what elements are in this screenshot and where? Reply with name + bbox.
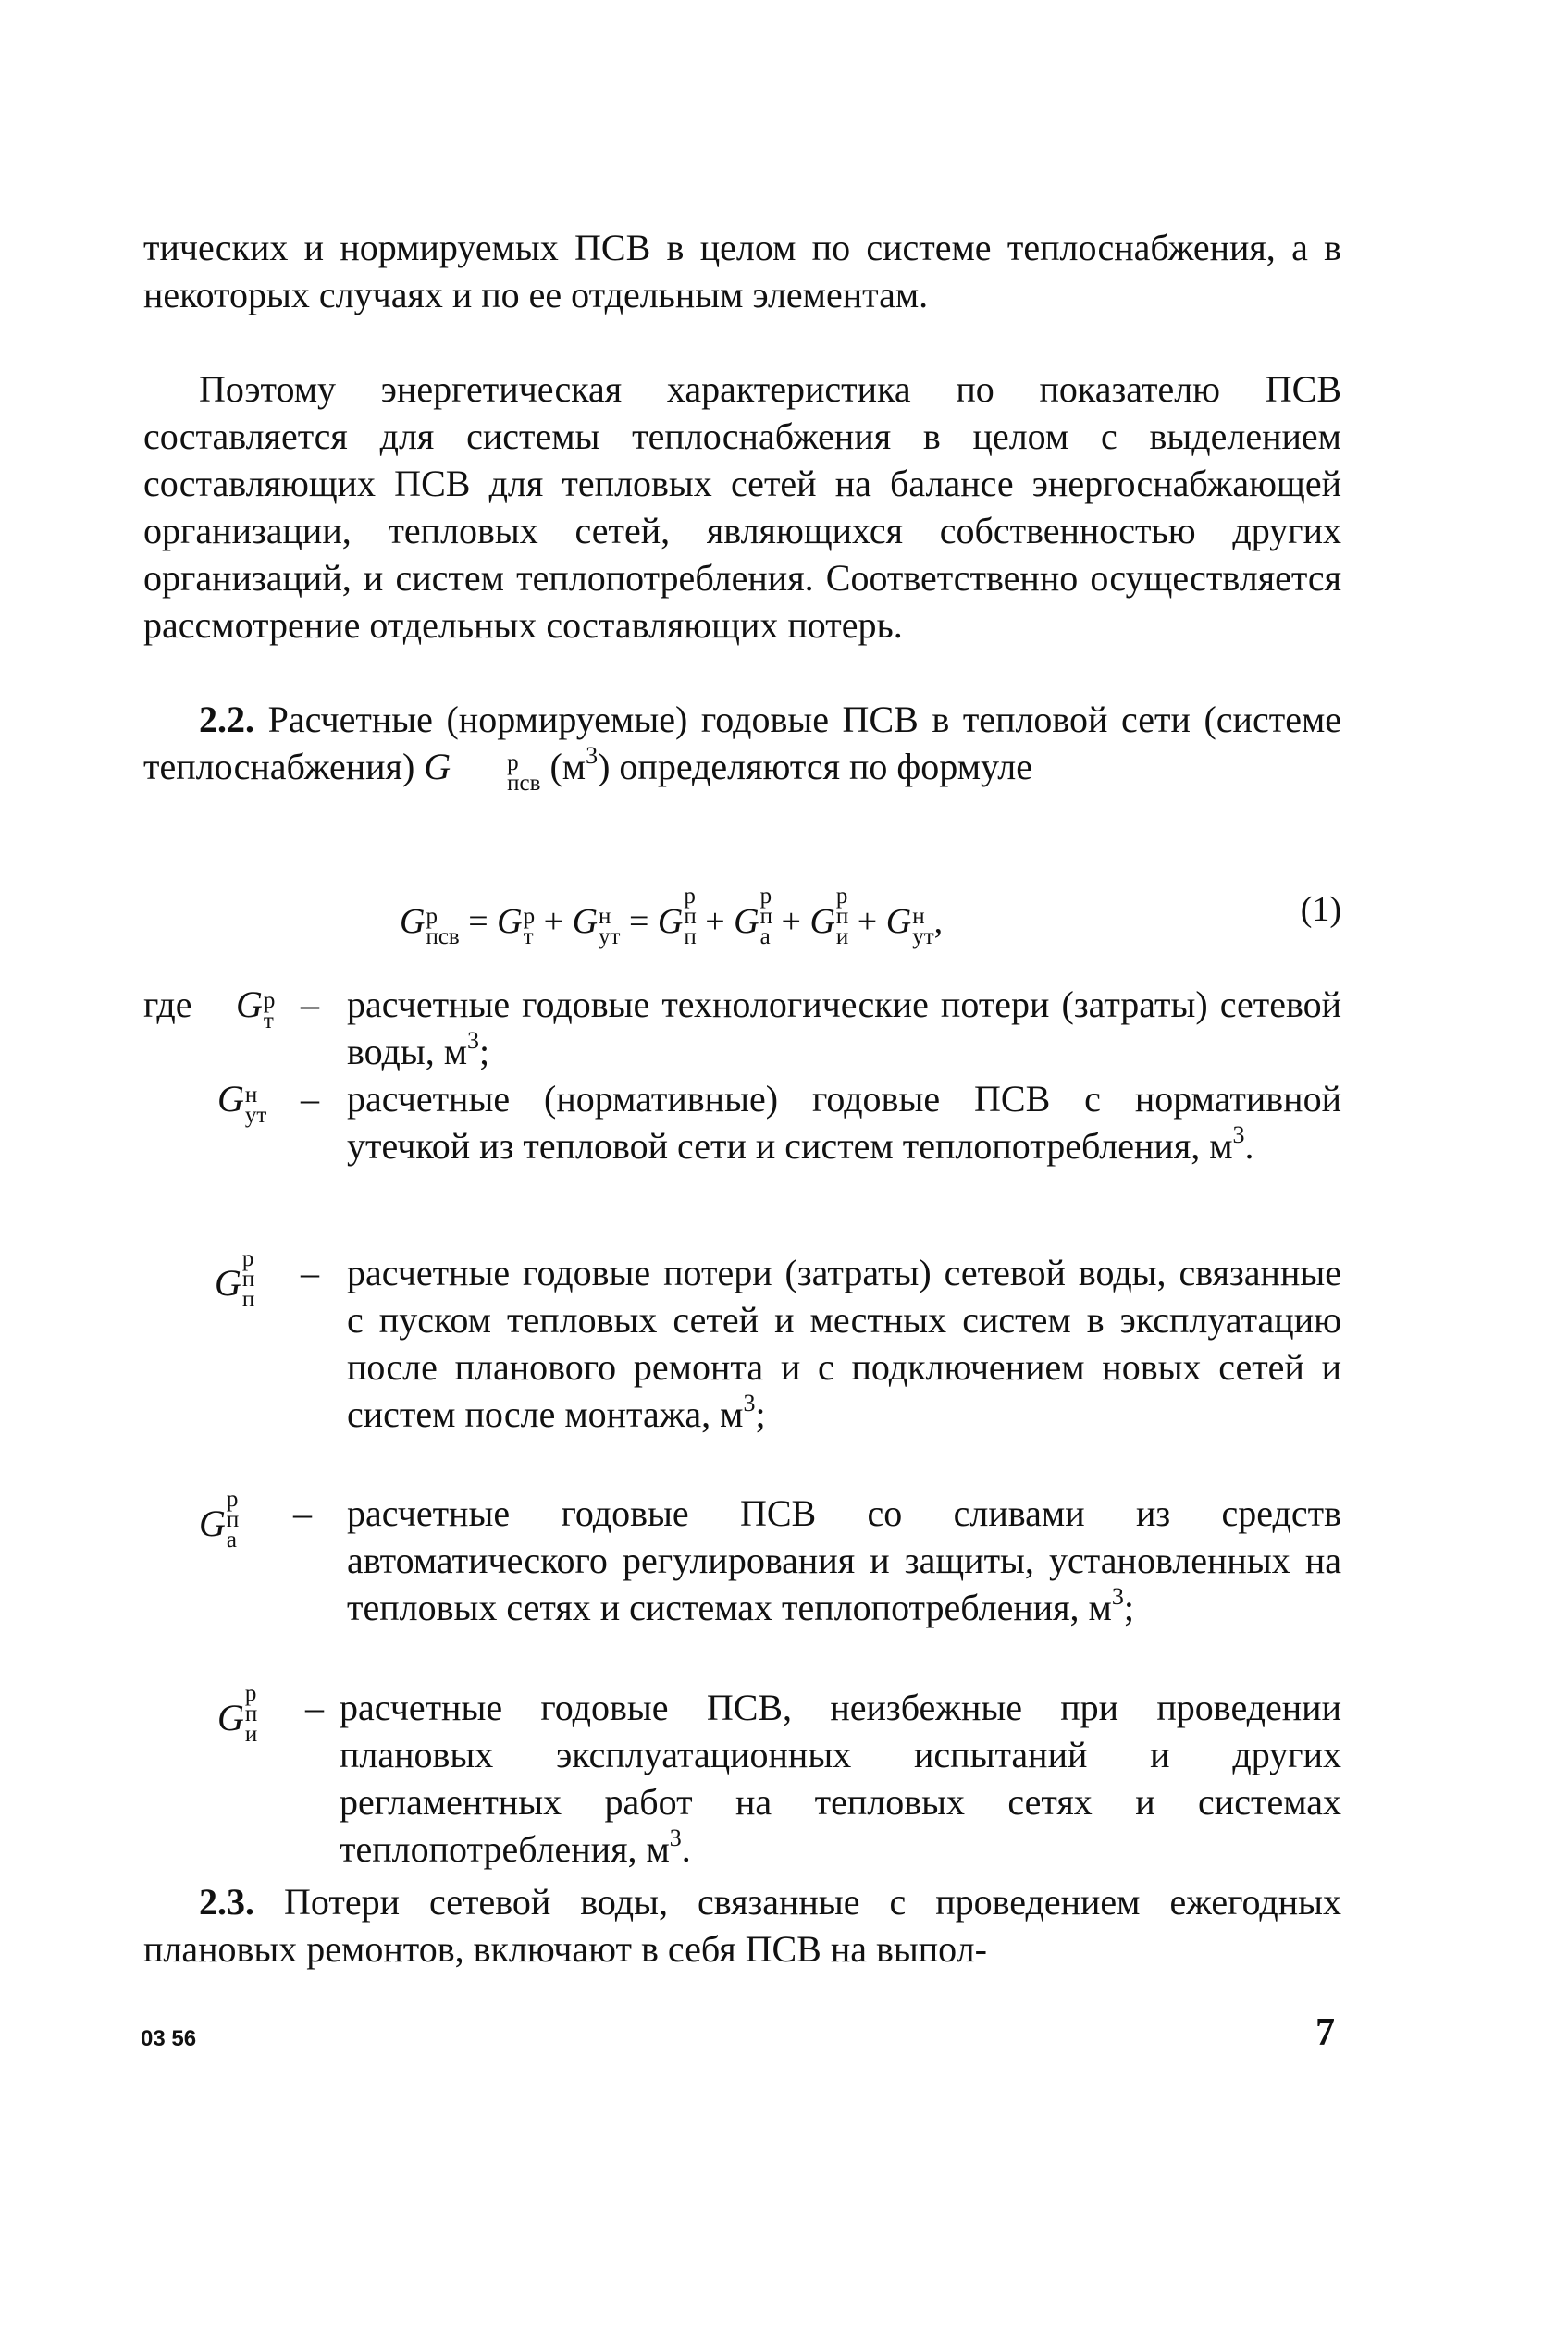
section-2-2-text-b: определяются по формуле [619, 746, 1032, 787]
symbol-g-pp: G р п п [215, 1246, 255, 1312]
symbol-g-psv: G р псв [424, 746, 541, 796]
dash: – [293, 1492, 312, 1534]
section-2-3-text [143, 1878, 1341, 1973]
unit-paren: ) [598, 746, 611, 787]
definition-4: расчетные годовые ПСВ со сливами из средств автоматического регулирования и защиты, установленных на тепловых сетях и системах теплопотребления, $м^3$; [347, 1492, 1341, 1628]
definition-2: расчетные (нормативные) годовые ПСВ с нормативной утечкой из тепловой сети и систем теплопотребления, $м^3$. [347, 1078, 1341, 1167]
section-2-3-number: 2.3. [199, 1881, 254, 1923]
dash: – [301, 983, 319, 1025]
where-label: где [143, 983, 192, 1025]
dash: – [305, 1687, 324, 1728]
page-number: 7 [1315, 2011, 1335, 2054]
section-2-3-body: Потери сетевой воды, связанные с проведением ежегодных плановых ремонтов, включают в себя ПСВ на выпол- [143, 1881, 1342, 1970]
formula-expression: G р псв = G р т + G н ут = G р п п + G р п а + G р п и + G н ут , [400, 884, 944, 949]
dash: – [301, 1078, 319, 1120]
unit-exponent: 3 [586, 742, 599, 769]
paragraph-intro-text: тических и нормируемых ПСВ в целом по системе теплоснабжения, а в некоторых случаях и по ее отдельным элементам. [143, 227, 1341, 315]
footer-code: 03 56 [141, 2026, 197, 2051]
paragraph-characteristic-text: Поэтому энергетическая характеристика по показателю ПСВ составляется для системы теплоснабжения в целом с выделением составляющих ПСВ для тепловых сетей на балансе энергоснабжающей организации, тепловых сетей, являющихся собственностью других организаций, и систем теплопотребления. Соответственно осуществляется рассмотрение отдельных составляющих потерь. [143, 368, 1341, 646]
section-2-2-text-a: Расчетные (нормируемые) годовые ПСВ в тепловой сети (системе теплоснабжения) [143, 699, 1342, 787]
formula-number: (1) [1300, 890, 1341, 929]
section-2-3 [143, 1878, 1341, 1973]
unit-m3: (м [549, 746, 586, 787]
symbol-g-t: G р т [236, 983, 276, 1033]
definition-3: расчетные годовые потери (затраты) сетевой воды, связанные с пуском тепловых сетей и местных систем в эксплуатацию после планового ремонта и с подключением новых сетей и систем после монтажа, $м^3$; [347, 1252, 1341, 1435]
definition-5: расчетные годовые ПСВ, неизбежные при проведении плановых эксплуатационных испытаний и других регламентных работ на тепловых сетях и системах теплопотребления, $м^3$. [340, 1687, 1341, 1870]
dash: – [301, 1252, 319, 1293]
symbol-g-ut: G н ут [217, 1078, 267, 1128]
section-2-2-number: 2.2. [199, 699, 254, 740]
symbol-g-pi: G р п и [217, 1681, 258, 1747]
definition-1: расчетные годовые технологические потери (затраты) сетевой воды, $м^3$; [347, 983, 1341, 1072]
symbol-g-pa: G р п а [199, 1487, 240, 1552]
